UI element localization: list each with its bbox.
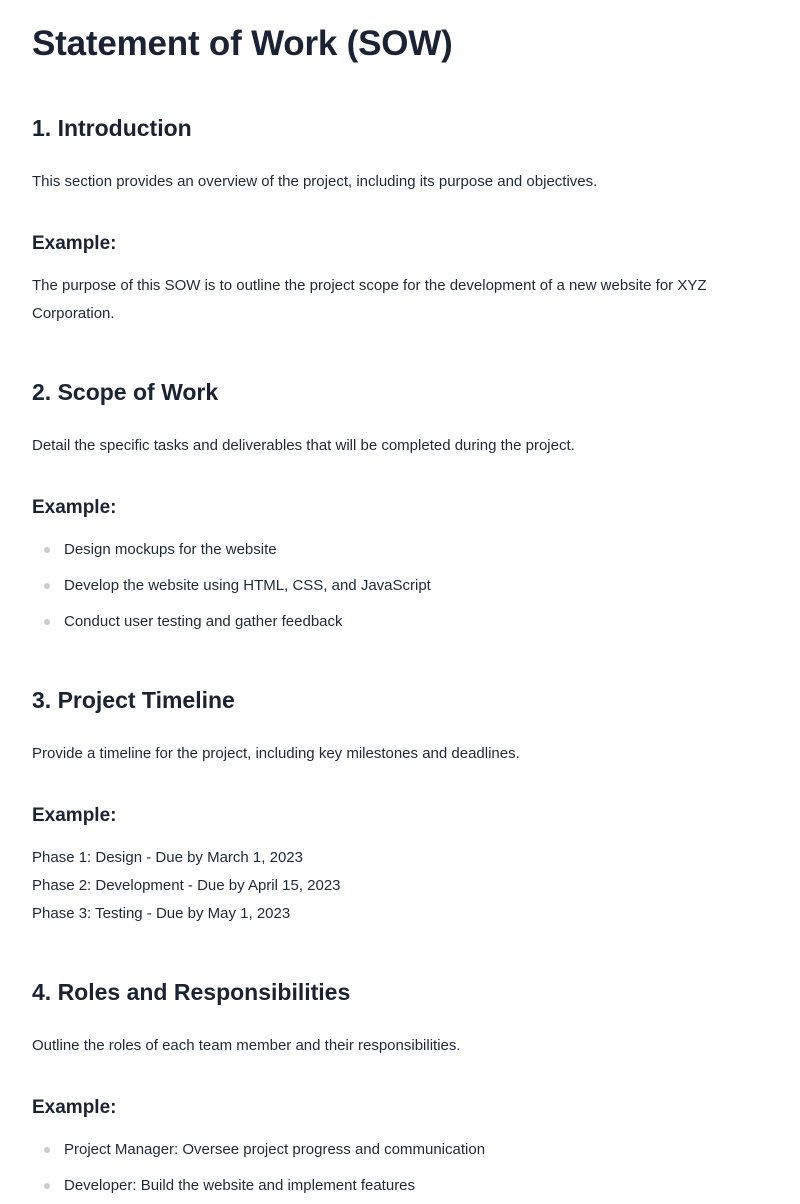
section-description: Outline the roles of each team member and their responsibilities. — [32, 1037, 461, 1054]
list-item — [32, 532, 431, 568]
bullet-icon — [44, 619, 50, 625]
example-list — [32, 532, 431, 640]
list-item — [32, 604, 431, 640]
example-paragraph: The purpose of this SOW is to outline the project scope for the development of a new website for XYZ Corporation. — [32, 277, 707, 322]
list-item — [32, 568, 431, 604]
timeline-lines — [32, 844, 341, 928]
example-heading: Example: — [32, 1097, 117, 1118]
timeline-phase: Phase 3: Testing - Due by May 1, 2023 — [32, 905, 291, 922]
section-heading: 4. Roles and Responsibilities — [32, 979, 351, 1005]
section-heading: 1. Introduction — [32, 115, 192, 141]
list-item-text: Design mockups for the website — [64, 541, 277, 558]
list-item-text: Conduct user testing and gather feedback — [64, 613, 343, 630]
bullet-icon — [44, 583, 50, 589]
list-item-text: Develop the website using HTML, CSS, and JavaScript — [64, 577, 431, 594]
list-item-text: Project Manager: Oversee project progress and communication — [64, 1141, 486, 1158]
section-heading: 2. Scope of Work — [32, 379, 219, 405]
page-title: Statement of Work (SOW) — [32, 24, 453, 63]
list-item — [32, 1132, 485, 1168]
example-heading: Example: — [32, 497, 117, 518]
example-list — [32, 1132, 485, 1204]
section-heading: 3. Project Timeline — [32, 687, 235, 713]
bullet-icon — [44, 1183, 50, 1189]
bullet-icon — [44, 1147, 50, 1153]
bullet-icon — [44, 547, 50, 553]
section-description: This section provides an overview of the project, including its purpose and objectives. — [32, 173, 598, 190]
timeline-phase: Phase 2: Development - Due by April 15, 2023 — [32, 877, 341, 894]
list-item — [32, 1168, 485, 1204]
example-heading: Example: — [32, 233, 117, 254]
example-heading: Example: — [32, 805, 117, 826]
timeline-phase: Phase 1: Design - Due by March 1, 2023 — [32, 849, 303, 866]
section-description: Provide a timeline for the project, including key milestones and deadlines. — [32, 745, 520, 762]
section-description: Detail the specific tasks and deliverables that will be completed during the project. — [32, 437, 575, 454]
list-item-text: Developer: Build the website and implement features — [64, 1177, 416, 1194]
